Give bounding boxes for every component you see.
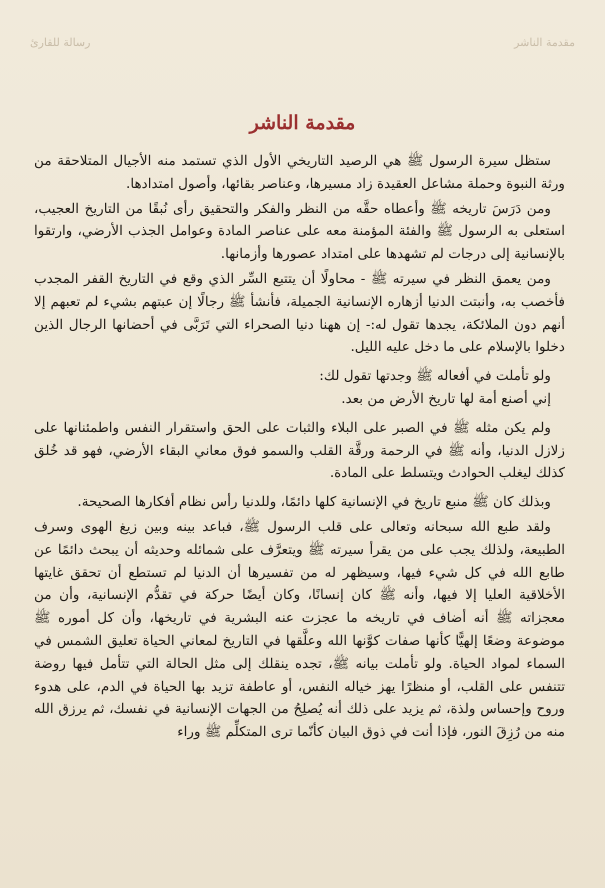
- page-title: مقدمة الناشر: [249, 112, 356, 134]
- paragraph: ولم يكن مثله ﷺ في الصبر على البلاء والثبات على الحق واستقرار النفس واطمئنانها على زلازل الدنيا، وأنه ﷺ في الرحمة ورقَّة القلب والسمو فوق معاني البقاء الأرضي، فهو قد خُلق كذلك ليغلب الحوادث ويتسلط على المادة.: [34, 419, 565, 482]
- running-head-left: رسالة للقارئ: [30, 36, 91, 49]
- running-head: [30, 36, 575, 49]
- paragraph: ولو تأملت في أفعاله ﷺ وجدتها تقول لك:: [319, 368, 551, 385]
- paragraph: وبذلك كان ﷺ منبع تاريخ في الإنسانية كلها دائمًا، وللدنيا رأس نظام أفكارها الصحيحة.: [77, 494, 551, 511]
- paragraph: إني أصنع أمة لها تاريخ الأرض من بعد.: [341, 390, 551, 407]
- body-text: [34, 150, 565, 746]
- paragraph: ومن دَرَسَ تاريخه ﷺ وأعطاه حقَّه من النظر والفكر والتحقيق رأى نُبقًا من التاريخ العجيب، استعلى به الرسول ﷺ والفئة المؤمنة معه على عناصر المادة وعوامل الجذب الأرضي، وارتقوا بالإنسانية إلى درجات لم تشهدها على امتداد عصورها وأزمانها.: [34, 200, 565, 263]
- paragraph: ستظل سيرة الرسول ﷺ هي الرصيد التاريخي الأول الذي تستمد منه الأجيال المتلاحقة من ورثة النبوة وحملة مشاعل العقيدة زاد مسيرها، وعناصر بقائها، وأصول امتدادها.: [34, 153, 565, 192]
- running-head-right: مقدمة الناشر: [514, 36, 575, 49]
- paragraph: ومن يعمق النظر في سيرته ﷺ - محاولًا أن يتتبع السِّر الذي وقع في التاريخ القفر المجدب فأخصب به، وأنبتت الدنيا أزهاره الإنسانية الجميلة، فأنشأ ﷺ رجالًا إن عبتهم بشيء لم تعبهم إلا أنهم دون الملائكة، يجدها تقول له:- إن ههنا دنيا الصحراء التي تَرَبَّى في أحضانها الرجال الذين دخلوا بالإسلام على ما دخل عليه الليل.: [34, 270, 565, 356]
- paragraph: ولقد طبع الله سبحانه وتعالى على قلب الرسول ﷺ، فباعد بينه وبين زيغ الهوى وسرف الطبيعة، ولذلك يجب على من يقرأ سيرته ﷺ ويتعرَّف على شمائله وحديثه أن يبحث دائمًا عن طابع الله في كل شيء فيها، وسيظهر له من تفسيرها أن الدنيا لم تستطع أن تحقق غايتها الأخلاقية العليا إلا فيها، وأنه ﷺ كان إنسانًا، وكان أيضًا حركة في تقدُّم الإنسانية، وأن من معجزاته ﷺ أنه أضاف في تاريخه ما عجزت عنه البشرية في تاريخها، وأن كل أموره ﷺ موضوعة وضعًا إلهيًّا كأنها صفات كوَّنها الله وعلَّقها في التاريخ لمعاني الحياة تعليق الشمس في السماء لمواد الحياة. ولو تأملت بيانه ﷺ، تجده ينقلك إلى مثل الحالة التي تتأمل فيها روضة تتنفس على القلب، أو منظرًا يهز خياله النفس، أو عاطفة تزيد بها الحياة في الدم، على هدوء وروح وإحساس ولذة، ثم يزيد على ذلك أنه يُصلِحُ من الجهات الإنسانية في نفسك، ثم يرزق الله منه من رُزِقَ النور، فإذا أنت في ذوق البيان كأنّما ترى المتكلِّم ﷺ وراء: [34, 518, 565, 741]
